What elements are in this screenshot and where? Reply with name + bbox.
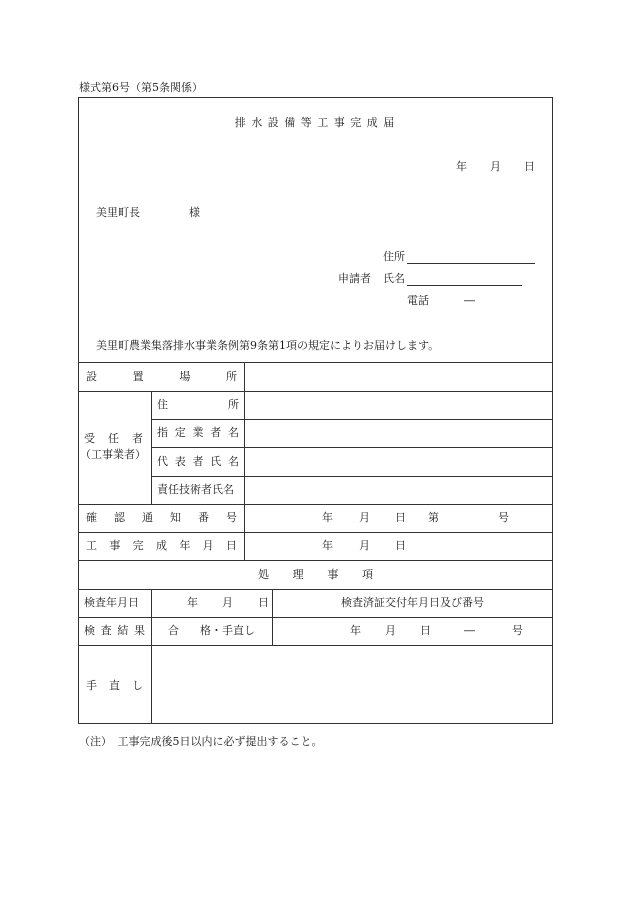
install-location-field[interactable] — [246, 364, 551, 390]
table-rule — [151, 476, 553, 477]
addressee-name: 美里町長 — [96, 206, 140, 219]
confirmation-day: 日 — [395, 511, 406, 524]
contractor-group-label: 受 任 者 — [84, 432, 143, 445]
certificate-day: 日 — [420, 624, 431, 637]
certificate-dash: ― — [464, 624, 475, 637]
applicant-role: 申請者 — [338, 272, 371, 285]
result-pass[interactable]: 合 — [168, 624, 179, 637]
completion-month: 月 — [359, 539, 370, 552]
table-rule — [151, 447, 553, 448]
confirmation-go: 号 — [498, 511, 509, 524]
completion-date-label: 工 事 完 成 年 月 日 — [86, 539, 237, 552]
confirmation-month: 月 — [359, 511, 370, 524]
form-reference: 様式第6号（第5条関係） — [79, 81, 203, 94]
date-month: 月 — [490, 160, 501, 173]
rework-field[interactable] — [153, 647, 551, 722]
table-rule — [244, 391, 245, 504]
applicant-name-field[interactable] — [407, 285, 522, 286]
footnote: （注） 工事完成後5日以内に必ず提出すること。 — [79, 735, 323, 748]
completion-year: 年 — [322, 539, 333, 552]
processing-header: 処 理 事 項 — [258, 568, 373, 581]
date-day: 日 — [524, 160, 535, 173]
applicant-phone-label: 電話 — [407, 294, 429, 307]
applicant-address-field[interactable] — [407, 263, 535, 264]
applicant-name-label: 氏名 — [383, 272, 405, 285]
inspection-day: 日 — [258, 596, 269, 609]
contractor-address-label: 住 所 — [157, 398, 239, 411]
table-rule — [151, 419, 553, 420]
table-rule — [78, 391, 553, 392]
form-title: 排 水 設 備 等 工 事 完 成 届 — [234, 116, 396, 129]
confirmation-year: 年 — [322, 511, 333, 524]
inspection-date-label: 検査年月日 — [84, 596, 139, 609]
contractor-address-field[interactable] — [246, 393, 551, 418]
designated-company-field[interactable] — [246, 421, 551, 446]
table-rule — [78, 560, 553, 561]
table-rule — [78, 617, 553, 618]
addressee-honorific: 様 — [189, 206, 200, 219]
certificate-go: 号 — [512, 624, 523, 637]
result-fail[interactable]: 格・手直し — [200, 624, 255, 637]
table-rule — [151, 645, 152, 724]
install-location-label: 設 置 場 所 — [86, 370, 237, 383]
applicant-address-label: 住所 — [383, 250, 405, 263]
certificate-year: 年 — [350, 624, 361, 637]
table-rule — [151, 391, 152, 504]
inspection-result-label: 検 査 結 果 — [84, 624, 145, 637]
date-year: 年 — [456, 160, 467, 173]
inspection-month: 月 — [222, 596, 233, 609]
representative-label: 代 表 者 氏 名 — [157, 455, 239, 468]
table-rule — [78, 504, 553, 505]
table-rule — [244, 362, 245, 391]
confirmation-notice-label: 確 認 通 知 番 号 — [86, 511, 237, 524]
chief-engineer-field[interactable] — [246, 478, 551, 503]
table-rule — [78, 532, 553, 533]
statement-text: 美里町農業集落排水事業条例第9条第1項の規定によりお届けします。 — [96, 339, 440, 352]
certificate-month: 月 — [385, 624, 396, 637]
chief-engineer-label: 責任技術者氏名 — [157, 483, 234, 496]
representative-field[interactable] — [246, 449, 551, 475]
contractor-group-sub: （工事業者） — [80, 448, 146, 461]
inspection-year: 年 — [187, 596, 198, 609]
rework-label: 手 直 し — [86, 679, 143, 692]
designated-company-label: 指 定 業 者 名 — [157, 426, 239, 439]
table-rule — [244, 504, 245, 560]
confirmation-dai: 第 — [428, 511, 439, 524]
certificate-label: 検査済証交付年月日及び番号 — [341, 596, 484, 609]
table-rule — [78, 645, 553, 646]
table-rule — [78, 589, 553, 590]
applicant-phone-dash: ― — [464, 294, 475, 307]
completion-day: 日 — [395, 539, 406, 552]
table-rule — [151, 589, 152, 645]
table-rule — [78, 362, 553, 363]
